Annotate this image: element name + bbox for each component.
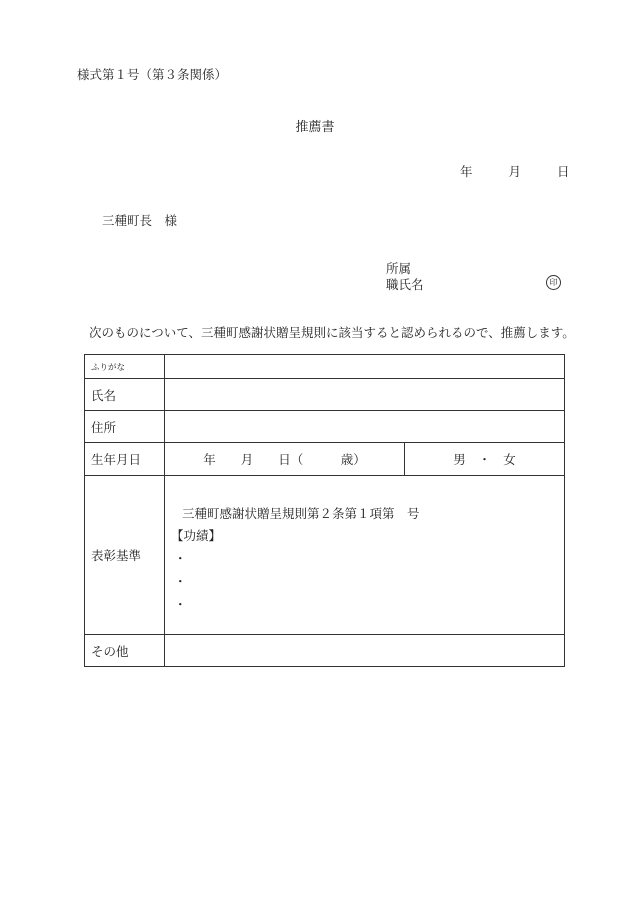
date-month: 月: [508, 164, 521, 179]
other-field[interactable]: [165, 635, 565, 667]
affiliation-label: 所属: [386, 261, 412, 276]
other-row: [85, 635, 565, 667]
address-label: 住所: [85, 411, 165, 443]
recommendation-table: [84, 354, 565, 667]
date-line: [460, 162, 569, 180]
document-title: 推薦書: [295, 120, 335, 135]
birth-label: 生年月日: [85, 443, 165, 476]
form-number: 様式第１号（第３条関係）: [77, 67, 228, 82]
criteria-content: [165, 476, 564, 634]
sex-field[interactable]: 男 ・ 女: [405, 443, 565, 476]
intro-text: 次のものについて、三種町感謝状贈呈規則に該当すると認められるので、推薦します。: [89, 325, 575, 340]
name-title-label: 職氏名: [386, 277, 424, 292]
criteria-field[interactable]: [165, 476, 565, 635]
achievement-bullet: ・: [174, 574, 187, 589]
furigana-field[interactable]: [165, 355, 565, 379]
birth-row: [85, 443, 565, 476]
achievement-bullet: ・: [174, 597, 187, 612]
criteria-row: [85, 476, 565, 635]
birth-field[interactable]: 年 月 日（ 歳）: [165, 443, 405, 476]
achievements-label: 【功績】: [171, 528, 222, 543]
address-row: [85, 411, 565, 443]
date-day: 日: [556, 164, 570, 179]
furigana-label: ふりがな: [85, 355, 165, 379]
achievement-bullet: ・: [174, 551, 187, 566]
other-label: その他: [85, 635, 165, 667]
criteria-label: 表彰基準: [85, 476, 165, 635]
criteria-rule: 三種町感謝状贈呈規則第２条第１項第 号: [182, 506, 420, 521]
name-row: [85, 379, 565, 411]
date-year: 年: [460, 164, 473, 179]
addressee: 三種町長 様: [102, 213, 178, 228]
name-label: 氏名: [85, 379, 165, 411]
name-field[interactable]: [165, 379, 565, 411]
furigana-row: [85, 355, 565, 379]
address-field[interactable]: [165, 411, 565, 443]
seal-mark: 印: [546, 275, 561, 290]
